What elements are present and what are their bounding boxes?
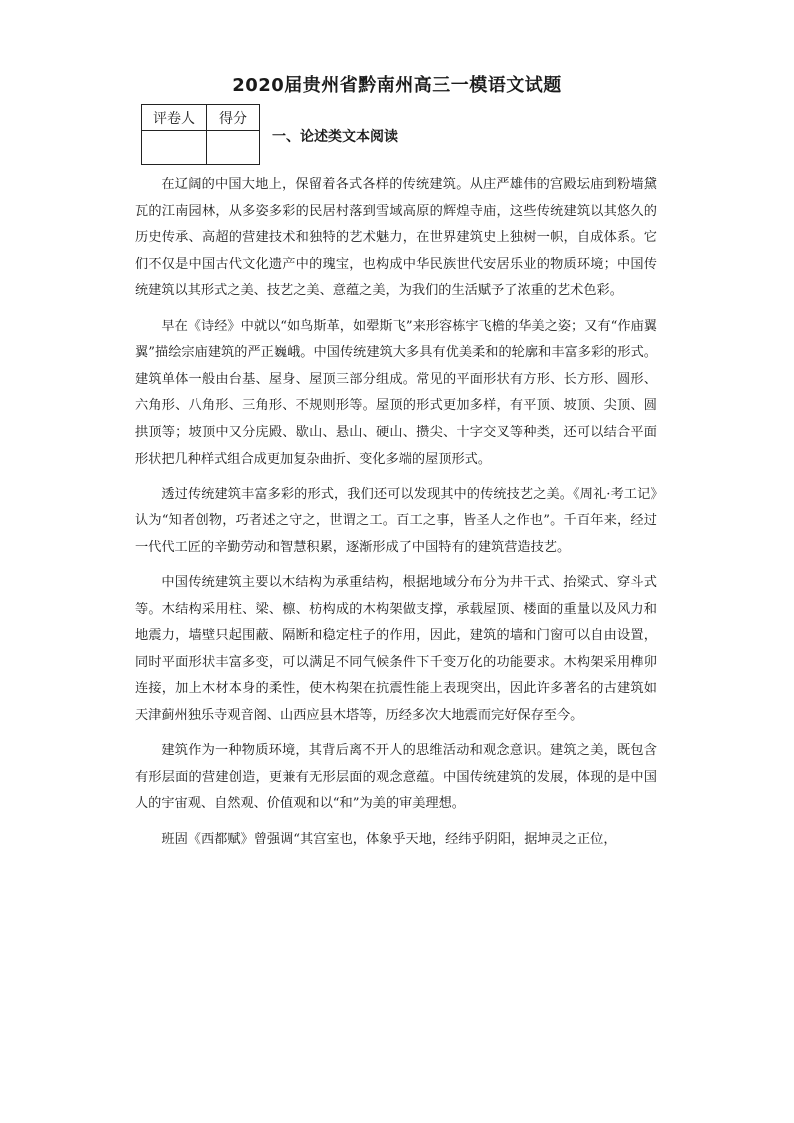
paragraph: 班固《西都赋》曾强调“其宫室也，体象乎天地，经纬乎阴阳，据坤灵之正位， <box>161 831 617 847</box>
paragraph: 在辽阔的中国大地上，保留着各式各样的传统建筑。从庄严雄伟的宫殿坛庙到粉墙黛瓦的江南园林，从多姿多彩的民居村落到雪域高原的辉煌寺庙，这些传统建筑以其悠久的历史传承、高超的营建技术和独特的艺术魅力，在世界建筑史上独树一帜，自成体系。它们不仅是中国古代文化遗产中的瑰宝，也构成中华民族世代安居乐业的物质环境；中国传统建筑以其形式之美、技艺之美、意蕴之美，为我们的生活赋予了浓重的艺术色彩。 <box>135 177 657 299</box>
paragraph: 透过传统建筑丰富多彩的形式，我们还可以发现其中的传统技艺之美。《周礼·考工记》认为“知者创物，巧者述之守之，世谓之工。百工之事，皆圣人之作也”。千百年来，经过一代代工匠的辛勤劳动和智慧积累，逐渐形成了中国特有的建筑营造技艺。 <box>135 486 657 555</box>
article-body <box>135 172 657 862</box>
grader-header: 评卷人 <box>142 105 207 131</box>
score-cell <box>207 131 260 165</box>
grader-cell <box>142 131 207 165</box>
paragraph: 早在《诗经》中就以“如鸟斯革，如翚斯飞”来形容栋宇飞檐的华美之姿；又有“作庙翼翼”描绘宗庙建筑的严正巍峨。中国传统建筑大多具有优美柔和的轮廓和丰富多彩的形式。建筑单体一般由台基、屋身、屋顶三部分组成。常见的平面形状有方形、长方形、圆形、六角形、八角形、三角形、不规则形等。屋顶的形式更加多样，有平顶、坡顶、尖顶、圆拱顶等；坡顶中又分庑殿、歇山、悬山、硬山、攒尖、十字交叉等种类，还可以结合平面形状把几种样式组合成更加复杂曲折、变化多端的屋顶形式。 <box>135 318 657 467</box>
score-header: 得分 <box>207 105 260 131</box>
score-table-blank-row <box>142 131 260 165</box>
score-table-header-row <box>142 105 260 131</box>
score-table <box>141 104 260 165</box>
paragraph: 中国传统建筑主要以木结构为承重结构，根据地域分布分为井干式、抬梁式、穿斗式等。木结构采用柱、梁、檩、枋构成的木构架做支撑，承载屋顶、楼面的重量以及风力和地震力，墙壁只起围蔽、隔断和稳定柱子的作用，因此，建筑的墙和门窗可以自由设置，同时平面形状丰富多变，可以满足不同气候条件下千变万化的功能要求。木构架采用榫卯连接，加上木材本身的柔性，使木构架在抗震性能上表现突出，因此许多著名的古建筑如天津蓟州独乐寺观音阁、山西应县木塔等，历经多次大地震而完好保存至今。 <box>135 575 657 724</box>
document-title: 2020届贵州省黔南州高三一模语文试题 <box>232 75 562 96</box>
paragraph: 建筑作为一种物质环境，其背后离不开人的思维活动和观念意识。建筑之美，既包含有形层面的营建创造，更兼有无形层面的观念意蕴。中国传统建筑的发展，体现的是中国人的宇宙观、自然观、价值观和以“和”为美的审美理想。 <box>135 743 657 812</box>
section-heading: 一、论述类文本阅读 <box>272 129 398 145</box>
